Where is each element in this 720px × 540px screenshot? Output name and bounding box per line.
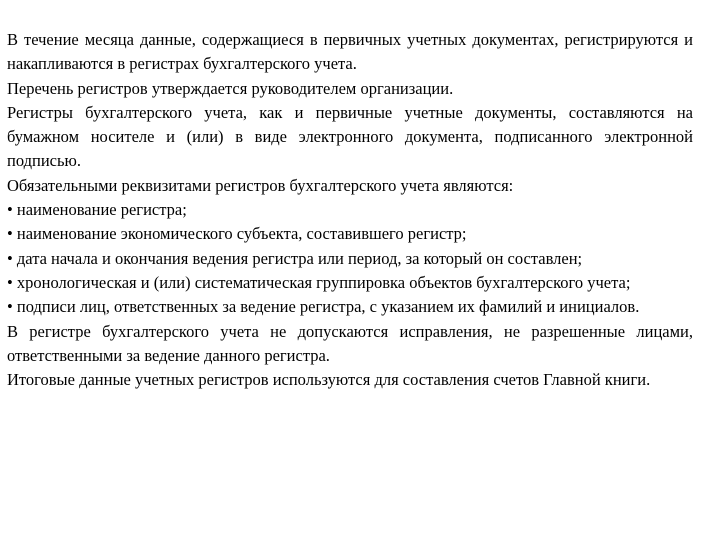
document-body bbox=[7, 28, 693, 392]
paragraph-format: Регистры бухгалтерского учета, как и первичные учетные документы, составляются на бумажном носителе и (или) в виде электронного документа, подписанного электронной подписью. bbox=[7, 102, 693, 171]
paragraph-intro: В течение месяца данные, содержащиеся в первичных учетных документах, регистрируются и накапливаются в регистрах бухгалтерского учета. bbox=[7, 30, 693, 74]
list-item-dates: • дата начала и окончания ведения регистра или период, за который он составлен; bbox=[7, 248, 583, 268]
paragraph-corrections: В регистре бухгалтерского учета не допускаются исправления, не разрешенные лицами, ответственными за ведение данного регистра. bbox=[7, 321, 693, 365]
list-item-entity-name: • наименование экономического субъекта, составившего регистр; bbox=[7, 224, 467, 244]
list-item-register-name: • наименование регистра; bbox=[7, 200, 187, 220]
paragraph-approval: Перечень регистров утверждается руководителем организации. bbox=[7, 78, 454, 98]
list-item-grouping: • хронологическая и (или) систематическая группировка объектов бухгалтерского учета; bbox=[7, 272, 631, 292]
paragraph-requisites-heading: Обязательными реквизитами регистров бухгалтерского учета являются: bbox=[7, 175, 514, 195]
paragraph-general-ledger: Итоговые данные учетных регистров используются для составления счетов Главной книги. bbox=[7, 370, 651, 390]
list-item-signatures: • подписи лиц, ответственных за ведение регистра, с указанием их фамилий и инициалов. bbox=[7, 297, 640, 317]
